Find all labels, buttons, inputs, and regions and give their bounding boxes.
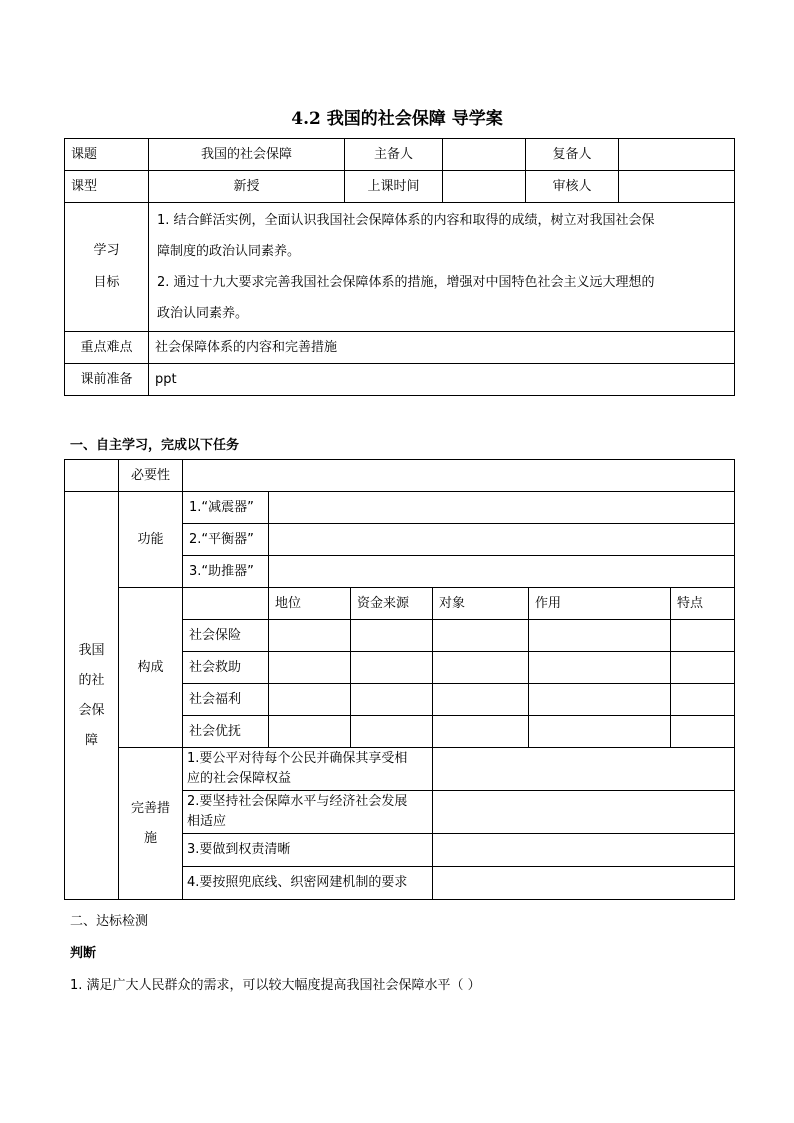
zhunbei-value: ppt <box>149 364 735 396</box>
shenhe-label: 审核人 <box>526 171 619 203</box>
wanshan-line: 2.要坚持社会保障水平与经济社会发展 <box>187 794 408 809</box>
cell <box>671 684 735 716</box>
wanshan-label-line: 施 <box>143 830 157 846</box>
gongneng-item: 3.“助推器” <box>183 556 269 588</box>
fubei-label: 复备人 <box>526 139 619 171</box>
mubiao-line: 1. 结合鲜活实例，全面认识我国社会保障体系的内容和取得的成绩，树立对我国社会保 <box>157 213 655 228</box>
mubiao-label-line: 目标 <box>93 275 120 290</box>
wanshan-item: 4.要按照兜底线、织密网建机制的要求 <box>183 867 433 900</box>
section1-heading: 一、自主学习，完成以下任务 <box>70 438 240 453</box>
gongneng-label: 功能 <box>119 492 183 588</box>
info-table <box>64 138 735 396</box>
cell <box>433 652 529 684</box>
cell <box>529 716 671 748</box>
fubei-value <box>619 139 735 171</box>
wanshan-item <box>183 791 433 834</box>
cell <box>269 684 351 716</box>
row-header: 社会优抚 <box>183 716 269 748</box>
cell <box>269 716 351 748</box>
row-header: 社会保险 <box>183 620 269 652</box>
cell <box>433 716 529 748</box>
gongneng-answer <box>269 492 735 524</box>
cell <box>351 652 433 684</box>
cell <box>351 620 433 652</box>
biyao-label: 必要性 <box>119 460 183 492</box>
cell <box>269 652 351 684</box>
column-header: 作用 <box>529 588 671 620</box>
zhubei-label: 主备人 <box>345 139 443 171</box>
cell <box>671 716 735 748</box>
question-1: 1. 满足广大人民群众的需求，可以较大幅度提高我国社会保障水平（ ） <box>70 978 481 993</box>
section2-heading: 二、达标检测 <box>70 914 149 929</box>
page-title: 4.2 我国的社会保障 导学案 <box>291 109 503 129</box>
cell <box>529 652 671 684</box>
zhongdian-label: 重点难点 <box>65 332 149 364</box>
cell <box>529 620 671 652</box>
zhubei-value <box>443 139 526 171</box>
cell <box>433 620 529 652</box>
mubiao-label <box>65 203 149 332</box>
wanshan-line: 相适应 <box>187 814 227 829</box>
mubiao-line: 政治认同素养。 <box>157 306 249 321</box>
judge-heading: 判断 <box>70 946 97 961</box>
shijian-label: 上课时间 <box>345 171 443 203</box>
zhongdian-value: 社会保障体系的内容和完善措施 <box>149 332 735 364</box>
wanshan-answer <box>433 867 735 900</box>
empty-corner <box>65 460 119 492</box>
wanshan-answer <box>433 834 735 867</box>
header-empty <box>183 588 269 620</box>
column-header: 资金来源 <box>351 588 433 620</box>
cell <box>433 684 529 716</box>
cell <box>269 620 351 652</box>
zhunbei-label: 课前准备 <box>65 364 149 396</box>
big-label-line: 会保 <box>78 702 105 718</box>
wanshan-line: 1.要公平对待每个公民并确保其享受相 <box>187 751 408 766</box>
kexing-label: 课型 <box>65 171 149 203</box>
task-table <box>64 459 735 900</box>
biyao-answer <box>183 460 735 492</box>
cell <box>351 684 433 716</box>
cell <box>671 620 735 652</box>
cell <box>671 652 735 684</box>
big-label-line: 我国 <box>78 642 105 658</box>
column-header: 地位 <box>269 588 351 620</box>
gongneng-answer <box>269 556 735 588</box>
big-label-line: 障 <box>84 732 98 748</box>
gongneng-answer <box>269 524 735 556</box>
wanshan-label <box>119 748 183 900</box>
mubiao-content <box>149 203 735 332</box>
mubiao-line: 2. 通过十九大要求完善我国社会保障体系的措施，增强对中国特色社会主义远大理想的 <box>157 275 655 290</box>
shenhe-value <box>619 171 735 203</box>
row-header: 社会救助 <box>183 652 269 684</box>
column-header: 对象 <box>433 588 529 620</box>
wanshan-line: 应的社会保障权益 <box>187 771 292 786</box>
wanshan-answer <box>433 791 735 834</box>
kexing-value: 新授 <box>149 171 345 203</box>
gongneng-item: 2.“平衡器” <box>183 524 269 556</box>
gongneng-item: 1.“减震器” <box>183 492 269 524</box>
wanshan-item: 3.要做到权责清晰 <box>183 834 433 867</box>
shijian-value <box>443 171 526 203</box>
cell <box>529 684 671 716</box>
wanshan-label-line: 完善措 <box>130 800 170 816</box>
big-label <box>65 492 119 900</box>
cell <box>351 716 433 748</box>
row-header: 社会福利 <box>183 684 269 716</box>
goucheng-label: 构成 <box>119 588 183 748</box>
mubiao-line: 障制度的政治认同素养。 <box>157 244 301 259</box>
wanshan-item <box>183 748 433 791</box>
big-label-line: 的社 <box>78 672 105 688</box>
column-header: 特点 <box>671 588 735 620</box>
mubiao-label-line: 学习 <box>93 243 120 258</box>
keti-label: 课题 <box>65 139 149 171</box>
wanshan-answer <box>433 748 735 791</box>
keti-value: 我国的社会保障 <box>149 139 345 171</box>
